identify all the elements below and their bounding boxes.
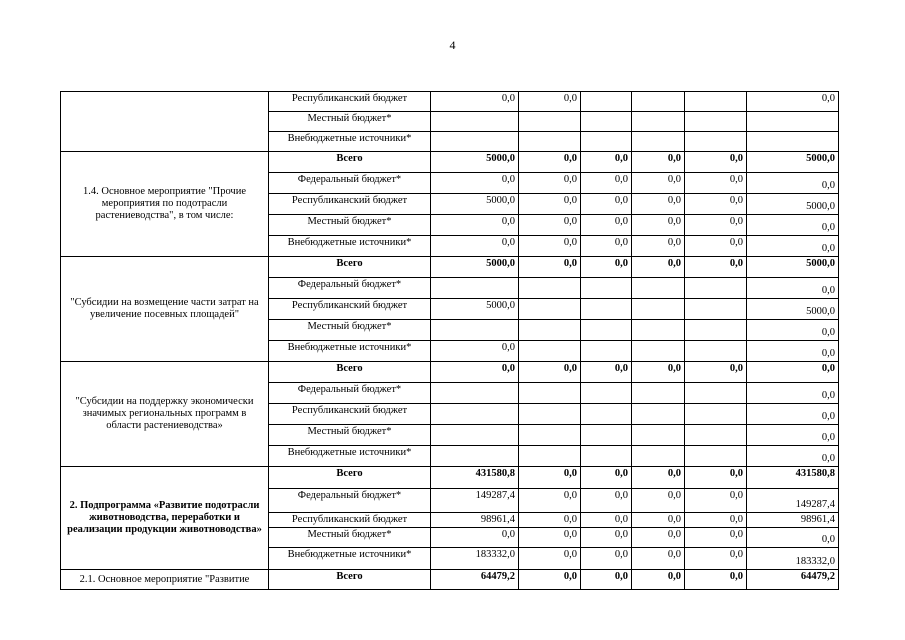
amount-cell: 64479,2 <box>431 570 519 590</box>
amount-cell <box>431 404 519 425</box>
page-number: 4 <box>449 38 456 52</box>
amount-cell <box>632 425 685 446</box>
amount-cell: 0,0 <box>581 489 632 513</box>
total-amount-cell: 0,0 <box>747 236 839 257</box>
amount-cell: 431580,8 <box>431 467 519 489</box>
amount-cell: 183332,0 <box>431 548 519 570</box>
amount-cell <box>431 425 519 446</box>
amount-cell <box>685 341 747 362</box>
amount-cell: 0,0 <box>519 362 581 383</box>
total-amount-cell: 0,0 <box>747 320 839 341</box>
amount-cell <box>632 341 685 362</box>
amount-cell <box>431 278 519 299</box>
amount-cell <box>519 132 581 152</box>
total-amount-cell: 0,0 <box>747 173 839 194</box>
table-row <box>61 362 839 383</box>
amount-cell <box>685 132 747 152</box>
funding-source: Внебюджетные источники* <box>269 236 431 257</box>
amount-cell: 0,0 <box>519 570 581 590</box>
amount-cell: 0,0 <box>632 570 685 590</box>
amount-cell: 0,0 <box>519 548 581 570</box>
amount-cell: 0,0 <box>685 215 747 236</box>
amount-cell: 0,0 <box>581 215 632 236</box>
funding-source: Внебюджетные источники* <box>269 132 431 152</box>
amount-cell: 5000,0 <box>431 257 519 278</box>
amount-cell <box>632 299 685 320</box>
amount-cell <box>519 299 581 320</box>
amount-cell: 0,0 <box>581 257 632 278</box>
amount-cell: 0,0 <box>581 362 632 383</box>
total-amount-cell: 0,0 <box>747 425 839 446</box>
amount-cell <box>431 132 519 152</box>
amount-cell: 0,0 <box>685 194 747 215</box>
total-amount-cell: 0,0 <box>747 383 839 404</box>
table-row <box>61 257 839 278</box>
total-amount-cell <box>747 132 839 152</box>
funding-source: Республиканский бюджет <box>269 299 431 320</box>
amount-cell: 0,0 <box>431 215 519 236</box>
amount-cell <box>519 446 581 467</box>
total-amount-cell: 431580,8 <box>747 467 839 489</box>
funding-source: Всего <box>269 257 431 278</box>
total-amount-cell <box>747 112 839 132</box>
amount-cell: 98961,4 <box>431 513 519 528</box>
amount-cell <box>581 299 632 320</box>
amount-cell <box>519 320 581 341</box>
amount-cell <box>685 278 747 299</box>
amount-cell <box>581 320 632 341</box>
amount-cell <box>431 446 519 467</box>
amount-cell: 0,0 <box>685 362 747 383</box>
amount-cell: 0,0 <box>519 236 581 257</box>
amount-cell: 0,0 <box>685 173 747 194</box>
funding-source: Внебюджетные источники* <box>269 548 431 570</box>
total-amount-cell: 0,0 <box>747 446 839 467</box>
total-amount-cell: 5000,0 <box>747 257 839 278</box>
amount-cell: 0,0 <box>632 362 685 383</box>
amount-cell <box>581 383 632 404</box>
amount-cell: 0,0 <box>632 548 685 570</box>
amount-cell <box>632 383 685 404</box>
amount-cell: 0,0 <box>632 215 685 236</box>
amount-cell: 0,0 <box>431 236 519 257</box>
amount-cell: 0,0 <box>519 489 581 513</box>
funding-source: Всего <box>269 570 431 590</box>
amount-cell: 0,0 <box>519 152 581 173</box>
amount-cell <box>581 446 632 467</box>
amount-cell: 0,0 <box>519 194 581 215</box>
total-amount-cell: 5000,0 <box>747 152 839 173</box>
funding-source: Местный бюджет* <box>269 425 431 446</box>
amount-cell: 5000,0 <box>431 299 519 320</box>
total-amount-cell: 149287,4 <box>747 489 839 513</box>
amount-cell: 0,0 <box>632 194 685 215</box>
total-amount-cell: 0,0 <box>747 341 839 362</box>
amount-cell: 0,0 <box>519 215 581 236</box>
amount-cell <box>632 132 685 152</box>
amount-cell: 0,0 <box>431 92 519 112</box>
amount-cell: 5000,0 <box>431 194 519 215</box>
total-amount-cell: 0,0 <box>747 92 839 112</box>
amount-cell <box>685 446 747 467</box>
amount-cell: 0,0 <box>685 513 747 528</box>
amount-cell <box>431 320 519 341</box>
amount-cell <box>519 112 581 132</box>
budget-table <box>60 91 839 590</box>
amount-cell <box>581 112 632 132</box>
table-row <box>61 92 839 112</box>
amount-cell <box>685 404 747 425</box>
amount-cell: 0,0 <box>581 152 632 173</box>
funding-source: Местный бюджет* <box>269 320 431 341</box>
amount-cell: 0,0 <box>685 257 747 278</box>
funding-source: Федеральный бюджет* <box>269 278 431 299</box>
total-amount-cell: 0,0 <box>747 215 839 236</box>
amount-cell: 0,0 <box>632 513 685 528</box>
amount-cell: 0,0 <box>519 257 581 278</box>
amount-cell <box>685 112 747 132</box>
amount-cell: 0,0 <box>632 528 685 548</box>
funding-source: Внебюджетные источники* <box>269 341 431 362</box>
amount-cell <box>581 404 632 425</box>
amount-cell: 0,0 <box>581 173 632 194</box>
amount-cell <box>431 383 519 404</box>
amount-cell <box>685 383 747 404</box>
funding-source: Всего <box>269 362 431 383</box>
amount-cell: 0,0 <box>581 513 632 528</box>
table-row <box>61 467 839 489</box>
funding-source: Республиканский бюджет <box>269 404 431 425</box>
total-amount-cell: 98961,4 <box>747 513 839 528</box>
amount-cell <box>685 92 747 112</box>
funding-source: Всего <box>269 152 431 173</box>
funding-source: Федеральный бюджет* <box>269 383 431 404</box>
funding-source: Федеральный бюджет* <box>269 173 431 194</box>
amount-cell: 0,0 <box>431 362 519 383</box>
amount-cell <box>632 446 685 467</box>
total-amount-cell: 0,0 <box>747 404 839 425</box>
measure-description: "Субсидии на возмещение части затрат на увеличение посевных площадей" <box>61 257 269 362</box>
funding-source: Внебюджетные источники* <box>269 446 431 467</box>
amount-cell <box>632 320 685 341</box>
funding-source: Федеральный бюджет* <box>269 489 431 513</box>
amount-cell <box>519 425 581 446</box>
amount-cell <box>685 299 747 320</box>
amount-cell: 0,0 <box>519 513 581 528</box>
total-amount-cell: 0,0 <box>747 278 839 299</box>
amount-cell <box>581 92 632 112</box>
amount-cell: 0,0 <box>581 467 632 489</box>
amount-cell: 0,0 <box>632 236 685 257</box>
amount-cell: 0,0 <box>632 257 685 278</box>
measure-description <box>61 92 269 152</box>
funding-source: Местный бюджет* <box>269 215 431 236</box>
amount-cell <box>431 112 519 132</box>
funding-source: Республиканский бюджет <box>269 194 431 215</box>
funding-source: Республиканский бюджет <box>269 92 431 112</box>
amount-cell: 0,0 <box>581 528 632 548</box>
amount-cell: 0,0 <box>685 570 747 590</box>
amount-cell <box>632 404 685 425</box>
measure-description: 2. Подпрограмма «Развитие подотрасли животноводства, переработки и реализации продукции животноводства» <box>61 467 269 570</box>
amount-cell: 0,0 <box>581 548 632 570</box>
amount-cell: 0,0 <box>685 528 747 548</box>
amount-cell <box>632 278 685 299</box>
amount-cell: 0,0 <box>519 92 581 112</box>
total-amount-cell: 5000,0 <box>747 194 839 215</box>
amount-cell <box>519 341 581 362</box>
amount-cell: 0,0 <box>685 236 747 257</box>
measure-description: 2.1. Основное мероприятие "Развитие <box>61 570 269 590</box>
funding-source: Местный бюджет* <box>269 112 431 132</box>
table-row <box>61 570 839 590</box>
amount-cell: 0,0 <box>431 341 519 362</box>
table-row <box>61 152 839 173</box>
total-amount-cell: 5000,0 <box>747 299 839 320</box>
amount-cell: 0,0 <box>581 194 632 215</box>
amount-cell <box>581 278 632 299</box>
amount-cell: 0,0 <box>431 528 519 548</box>
amount-cell: 0,0 <box>632 173 685 194</box>
measure-description: 1.4. Основное мероприятие "Прочие мероприятия по подотрасли растениеводства", в том числе: <box>61 152 269 257</box>
amount-cell <box>581 132 632 152</box>
amount-cell: 0,0 <box>632 152 685 173</box>
amount-cell: 0,0 <box>685 152 747 173</box>
amount-cell: 0,0 <box>581 236 632 257</box>
funding-source: Местный бюджет* <box>269 528 431 548</box>
amount-cell <box>632 92 685 112</box>
total-amount-cell: 0,0 <box>747 528 839 548</box>
total-amount-cell: 64479,2 <box>747 570 839 590</box>
amount-cell: 0,0 <box>519 528 581 548</box>
amount-cell <box>519 404 581 425</box>
amount-cell: 0,0 <box>632 489 685 513</box>
funding-source: Всего <box>269 467 431 489</box>
amount-cell <box>581 425 632 446</box>
amount-cell: 0,0 <box>685 548 747 570</box>
funding-source: Республиканский бюджет <box>269 513 431 528</box>
amount-cell: 0,0 <box>685 489 747 513</box>
amount-cell <box>632 112 685 132</box>
measure-description: "Субсидии на поддержку экономически значимых региональных программ в области растениеводства» <box>61 362 269 467</box>
amount-cell <box>685 425 747 446</box>
amount-cell <box>519 383 581 404</box>
amount-cell: 0,0 <box>431 173 519 194</box>
amount-cell <box>581 341 632 362</box>
total-amount-cell: 0,0 <box>747 362 839 383</box>
amount-cell: 0,0 <box>519 467 581 489</box>
amount-cell: 0,0 <box>685 467 747 489</box>
amount-cell <box>685 320 747 341</box>
amount-cell: 149287,4 <box>431 489 519 513</box>
amount-cell: 0,0 <box>581 570 632 590</box>
amount-cell: 0,0 <box>632 467 685 489</box>
amount-cell <box>519 278 581 299</box>
amount-cell: 5000,0 <box>431 152 519 173</box>
total-amount-cell: 183332,0 <box>747 548 839 570</box>
amount-cell: 0,0 <box>519 173 581 194</box>
